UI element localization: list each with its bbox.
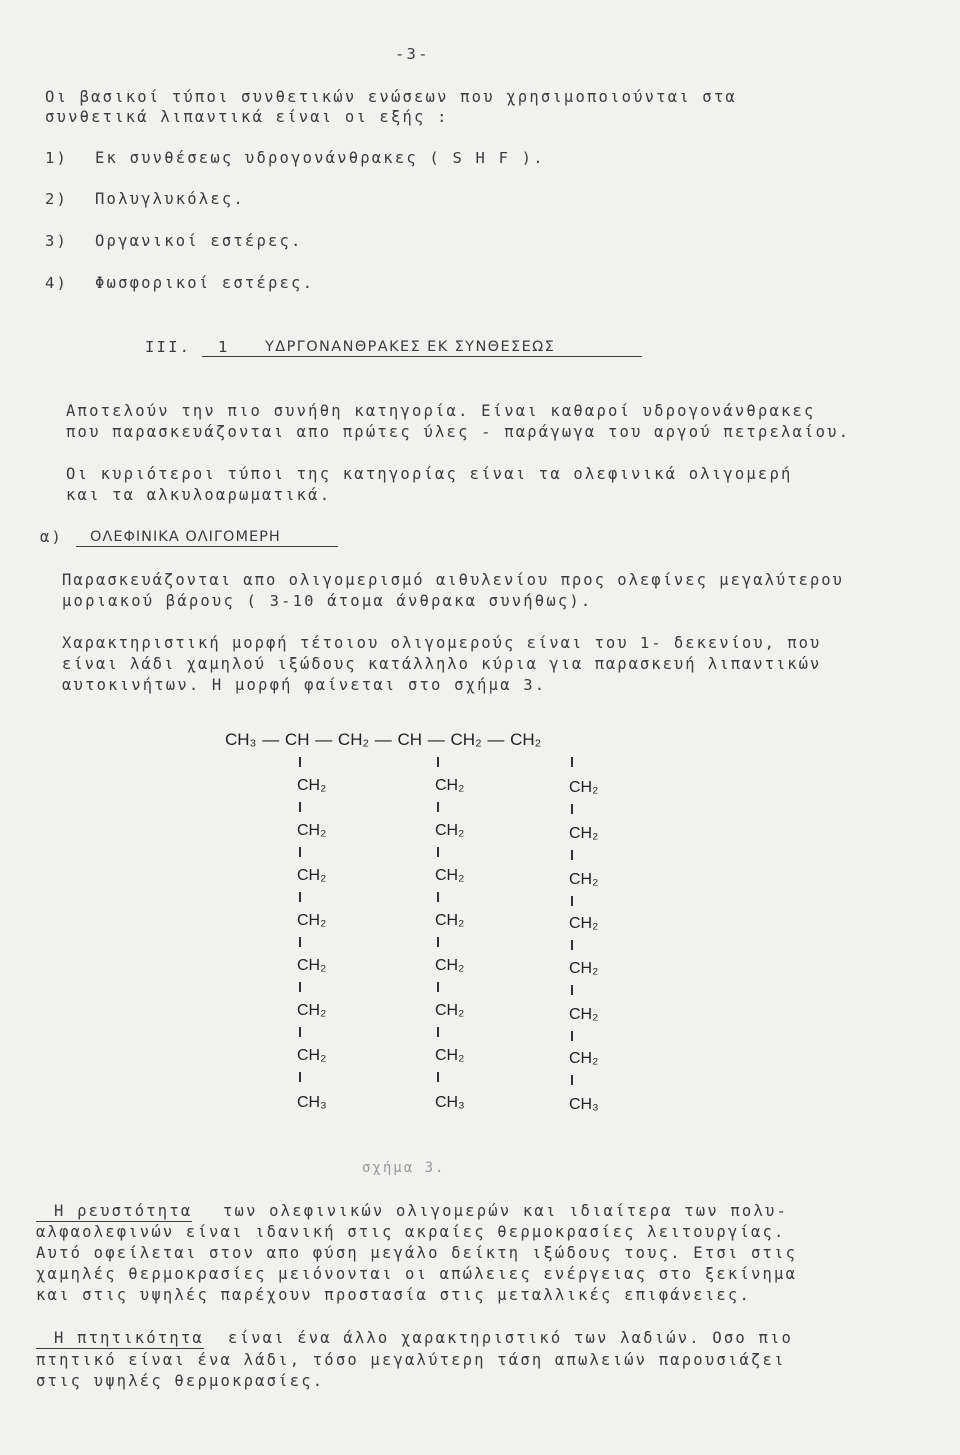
- branch-left-ch2-4: CH₂: [297, 912, 327, 929]
- bond: [571, 940, 573, 950]
- para2-line-1: Οι κυριότεροι τύποι της κατηγορίας είναι τα ολεφινικά ολιγομερή: [66, 465, 793, 483]
- intro-line-2: συνθετικά λιπαντικά είναι οι εξής :: [45, 108, 449, 126]
- bond: [299, 1027, 301, 1037]
- branch-right-ch2-7: CH₂: [569, 1050, 599, 1067]
- branch-middle-ch2-6: CH₂: [435, 1002, 465, 1019]
- para6-line-2: πτητικό είναι ένα λάδι, τόσο μεγαλύτερη τάση απωλειών παρουσιάζει: [36, 1351, 786, 1369]
- branch-left-ch3: CH₃: [297, 1094, 327, 1111]
- para5-line-3: Αυτό οφείλεται στον απο φύση μεγάλο δείκτη ιξώδους τους. Ετσι στις: [36, 1244, 798, 1262]
- branch-right-ch2-3: CH₂: [569, 871, 599, 888]
- branch-middle-ch2-3: CH₂: [435, 867, 465, 884]
- bond: [437, 757, 439, 767]
- para4-line-3: αυτοκινήτων. Η μορφή φαίνεται στο σχήμα 3.: [62, 676, 547, 694]
- bond: [571, 804, 573, 814]
- bond: [571, 896, 573, 906]
- bond: [437, 982, 439, 992]
- list-item-2-text: Πολυγλυκόλες.: [95, 190, 245, 208]
- section-number: 1: [218, 338, 230, 356]
- branch-right-ch2-5: CH₂: [569, 960, 599, 977]
- para6-underlined-term: Η πτητικότητα: [36, 1328, 204, 1349]
- list-item-1-number: 1): [45, 149, 69, 167]
- branch-right-ch3: CH₃: [569, 1096, 599, 1113]
- bond: [571, 850, 573, 860]
- para6-line-3: στις υψηλές θερμοκρασίες.: [36, 1372, 325, 1390]
- para5-line-2: αλφαολεφινών είναι ιδανική στις ακραίες θερμοκρασίες λειτουργίας.: [36, 1223, 786, 1241]
- bond: [571, 1031, 573, 1041]
- branch-left-ch2-6: CH₂: [297, 1002, 327, 1019]
- branch-left-ch2-3: CH₂: [297, 867, 327, 884]
- subsection-title: ΟΛΕΦΙΝΙΚΑ ΟΛΙΓΟΜΕΡΗ: [90, 529, 281, 545]
- bond: [299, 937, 301, 947]
- para4-line-1: Χαρακτηριστική μορφή τέτοιου ολιγομερούς είναι του 1- δεκενίου, που: [62, 634, 822, 652]
- para3-line-2: μοριακού βάρους ( 3-10 άτομα άνθρακα συνήθως).: [62, 592, 593, 610]
- page-number: -3-: [395, 45, 430, 63]
- bond: [571, 985, 573, 995]
- para4-line-2: είναι λάδι χαμηλού ιξώδους κατάλληλο κύρια για παρασκευή λιπαντικών: [62, 655, 822, 673]
- bond: [571, 1075, 573, 1085]
- branch-right-ch2-2: CH₂: [569, 825, 599, 842]
- bond: [299, 982, 301, 992]
- branch-middle-ch2-4: CH₂: [435, 912, 465, 929]
- bond: [437, 1027, 439, 1037]
- list-item-4-text: Φωσφορικοί εστέρες.: [95, 274, 315, 292]
- list-item-3-number: 3): [45, 232, 69, 250]
- branch-right-ch2-1: CH₂: [569, 779, 599, 796]
- para5-line-1: των ολεφινικών ολιγομερών και ιδιαίτερα των πολυ-: [223, 1202, 789, 1220]
- list-item-4-number: 4): [45, 274, 69, 292]
- para1-line-2: που παρασκευάζονται απο πρώτες ύλες - παράγωγα του αργού πετρελαίου.: [66, 423, 851, 441]
- branch-middle-ch2-5: CH₂: [435, 957, 465, 974]
- bond: [437, 802, 439, 812]
- para5-line-5: και στις υψηλές παρέχουν προστασία στις μεταλλικές επιφάνειες.: [36, 1286, 751, 1304]
- branch-left-ch2-1: CH₂: [297, 777, 327, 794]
- bond: [437, 1072, 439, 1082]
- branch-left-ch2-2: CH₂: [297, 822, 327, 839]
- bond: [299, 802, 301, 812]
- figure-caption: σχήμα 3.: [362, 1160, 446, 1176]
- para2-line-2: και τα αλκυλοαρωματικά.: [66, 486, 332, 504]
- branch-middle-ch2-2: CH₂: [435, 822, 465, 839]
- bond: [299, 847, 301, 857]
- para1-line-1: Αποτελούν την πιο συνήθη κατηγορία. Είναι καθαροί υδρογονάνθρακες: [66, 402, 816, 420]
- list-item-2-number: 2): [45, 190, 69, 208]
- list-item-3-text: Οργανικοί εστέρες.: [95, 232, 303, 250]
- para6-line-1: είναι ένα άλλο χαρακτηριστικό των λαδιών. Οσο πιο: [228, 1329, 794, 1347]
- branch-right-ch2-6: CH₂: [569, 1006, 599, 1023]
- bond: [299, 757, 301, 767]
- para3-line-1: Παρασκευάζονται απο ολιγομερισμό αιθυλενίου προς ολεφίνες μεγαλύτερου: [62, 571, 844, 589]
- formula-backbone: CH₃ — CH — CH₂ — CH — CH₂ — CH₂: [225, 730, 542, 749]
- branch-left-ch2-5: CH₂: [297, 957, 327, 974]
- list-item-1-text: Εκ συνθέσεως υδρογονάνθρακες ( S H F ).: [95, 149, 545, 167]
- bond: [437, 937, 439, 947]
- bond: [299, 1072, 301, 1082]
- branch-middle-ch2-1: CH₂: [435, 777, 465, 794]
- branch-left-ch2-7: CH₂: [297, 1047, 327, 1064]
- branch-right-ch2-4: CH₂: [569, 915, 599, 932]
- intro-line-1: Οι βασικοί τύποι συνθετικών ενώσεων που χρησιμοποιούνται στα: [45, 88, 737, 106]
- bond: [437, 847, 439, 857]
- branch-middle-ch3: CH₃: [435, 1094, 465, 1111]
- bond: [571, 757, 573, 767]
- section-title: ΥΔΡΓΟΝΑΝΘΡΑΚΕΣ ΕΚ ΣΥΝΘΕΣΕΩΣ: [265, 339, 556, 355]
- para5-line-4: χαμηλές θερμοκρασίες μειόνονται οι απώλειες ενέργειας στο ξεκίνημα: [36, 1265, 798, 1283]
- bond: [437, 892, 439, 902]
- section-roman: III.: [145, 338, 192, 356]
- branch-middle-ch2-7: CH₂: [435, 1047, 465, 1064]
- subsection-label: α): [40, 528, 64, 546]
- bond: [299, 892, 301, 902]
- para5-underlined-term: Η ρευστότητα: [36, 1201, 192, 1222]
